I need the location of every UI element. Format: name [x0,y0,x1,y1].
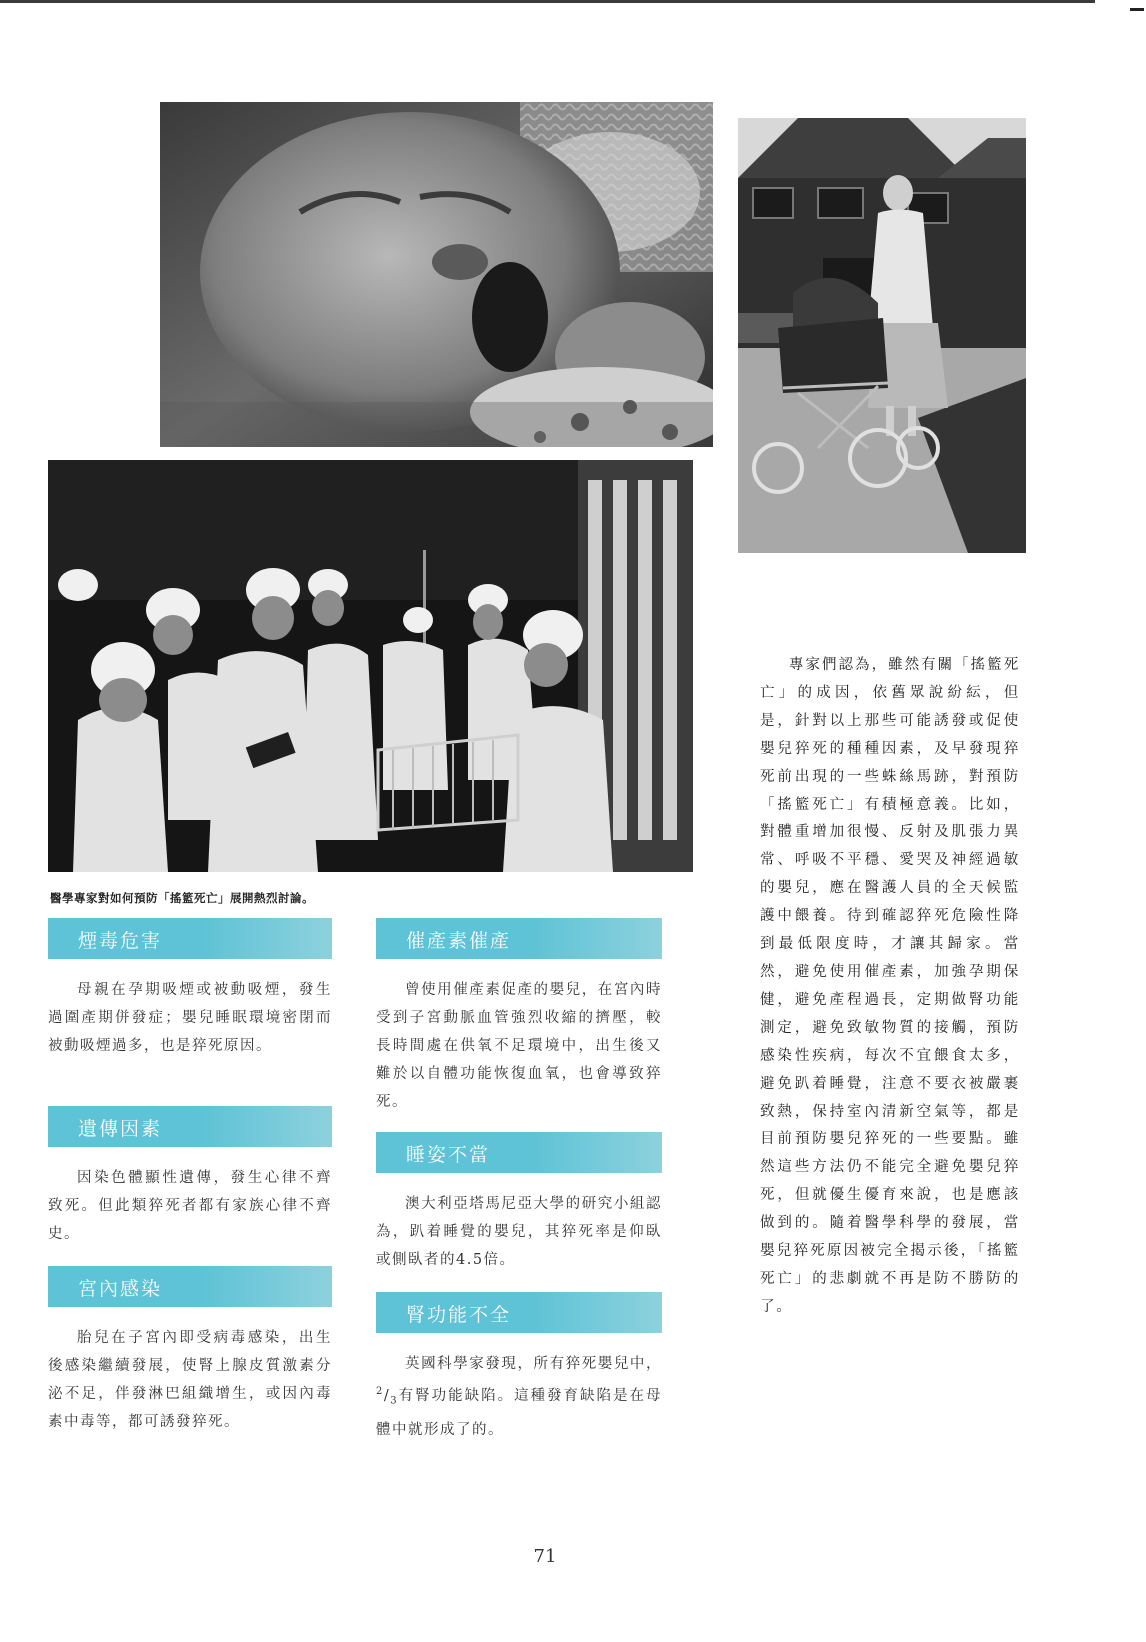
section-title: 睡姿不當 [406,1144,491,1166]
section-header-sleep-posture [376,1132,662,1173]
section-body-smoking [48,976,332,1060]
section-body-heredity [48,1164,332,1248]
section-title: 遺傳因素 [78,1118,163,1140]
paragraph: 澳大利亞塔馬尼亞大學的研究小組認為，趴着睡覺的嬰兒，其猝死率是仰臥或側臥者的4.5倍。 [376,1196,662,1268]
section-title: 腎功能不全 [406,1304,512,1326]
section-header-kidney [376,1292,662,1333]
section-header-oxytocin [376,918,662,959]
section-title: 宮內感染 [78,1278,163,1300]
photo-caption: 醫學專家對如何預防「搖籃死亡」展開熱烈討論。 [50,891,314,905]
stroller-photo-image [738,118,1026,553]
fraction-denominator: 3 [390,1395,399,1407]
top-rule [0,0,1095,3]
section-body-kidney [376,1350,662,1444]
baby-photo-image [160,102,713,447]
photo-crying-baby [160,102,713,447]
section-header-smoking [48,918,332,959]
paragraph: 曾使用催產素促產的嬰兒，在宮內時受到子宮動脈血管強烈收縮的擠壓，較長時間處在供氧不足環境中，出生後又難於以自體功能恢復血氧，也會導致猝死。 [376,982,662,1110]
conclusion-column [760,652,1020,1322]
paragraph: 母親在孕期吸煙或被動吸煙，發生過圍產期併發症；嬰兒睡眠環境密閉而被動吸煙過多，也是猝死原因。 [48,982,332,1054]
section-header-heredity [48,1106,332,1147]
section-header-infection [48,1266,332,1307]
corner-mark [1130,8,1144,11]
paragraph [376,1350,662,1444]
doctors-photo-image [48,460,693,872]
conclusion-paragraph: 專家們認為，雖然有關「搖籃死亡」的成因，依舊眾說紛紜，但是，針對以上那些可能誘發或促使嬰兒猝死的種種因素，及早發現猝死前出現的一些蛛絲馬跡，對預防「搖籃死亡」有積極意義。比如，對體重增加很慢、反射及肌張力異常、呼吸不平穩、愛哭及神經過敏的嬰兒，應在醫護人員的全天候監護中餵養。待到確認猝死危險性降到最低限度時，才讓其歸家。當然，避免使用催產素，加強孕期保健，避免產程過長，定期做腎功能測定，避免致敏物質的接觸，預防感染性疾病，每次不宜餵食太多，避免趴着睡覺，注意不要衣被嚴裹致熱，保持室內清新空氣等，都是目前預防嬰兒猝死的一些要點。雖然這些方法仍不能完全避免嬰兒猝死，但就優生優育來說，也是應該做到的。隨着醫學科學的發展，當嬰兒猝死原因被完全揭示後，「搖籃死亡」的悲劇就不再是防不勝防的了。 [760,657,1020,1315]
page-number: 71 [533,1546,557,1567]
section-body-sleep-posture [376,1190,662,1274]
photo-mother-stroller [738,118,1026,553]
text-after-fraction: 有腎功能缺陷。這種發育缺陷是在母體中就形成了的。 [376,1387,662,1438]
paragraph: 因染色體顯性遺傳，發生心律不齊致死。但此類猝死者都有家族心律不齊史。 [48,1170,332,1242]
paragraph: 胎兒在子宮內即受病毒感染，出生後感染繼續發展，使腎上腺皮質激素分泌不足，伴發淋巴組織增生，或因內毒素中毒等，都可誘發猝死。 [48,1330,332,1430]
section-body-oxytocin [376,976,662,1116]
fraction-numerator: 2 [376,1386,384,1397]
text-before-fraction: 英國科學家發現，所有猝死嬰兒中， [405,1356,662,1372]
section-title: 催產素催產 [406,930,512,952]
section-title: 煙毒危害 [78,930,163,952]
section-body-infection [48,1324,332,1436]
photo-doctors-discussion [48,460,693,872]
fraction-slash: / [383,1387,391,1404]
